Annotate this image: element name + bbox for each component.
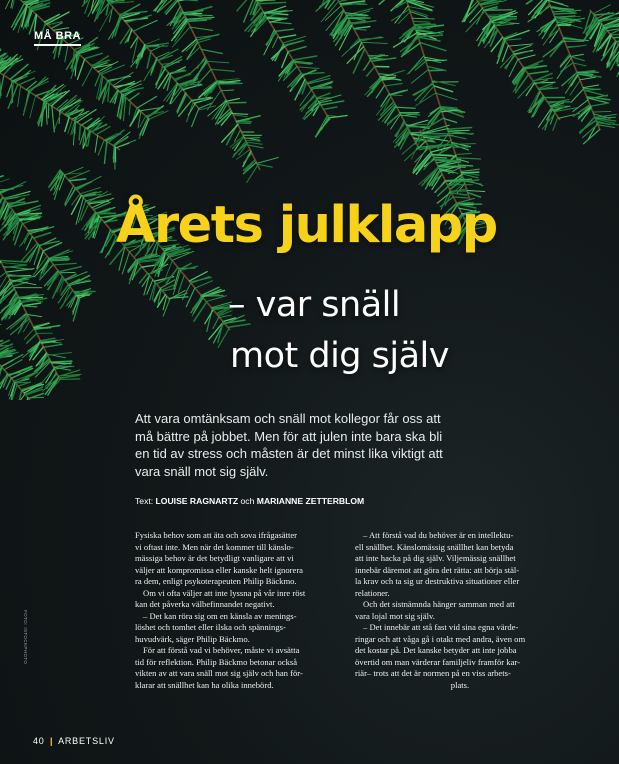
- ingress-line: vara snäll mot sig själv.: [135, 463, 269, 479]
- body-line: att inte hacka på dig själv. Viljemässig snällhet: [355, 553, 516, 563]
- body-line: relationer.: [355, 587, 390, 598]
- body-column-right: [355, 530, 565, 691]
- footer-separator: |: [49, 736, 54, 746]
- section-tag: MÅ BRA: [34, 30, 81, 46]
- body-line: tid för reflektion. Philip Bäckmo betonar också: [135, 656, 298, 667]
- body-line: innebär däremot att göra det rätta: att börja stäl-: [355, 564, 520, 575]
- ingress: [135, 410, 495, 480]
- magazine-name: ARBETSLIV: [58, 736, 115, 746]
- photo-credit: FOTO: ISTOCKPHOTO: [23, 610, 28, 665]
- ingress-line: må bättre på jobbet. Men för att julen inte bara ska bli: [135, 428, 443, 444]
- page-number: 40: [33, 736, 45, 746]
- page-footer: [33, 736, 115, 746]
- body-line: ra dem, enligt psykoterapeuten Philip Bäckmo.: [135, 576, 297, 586]
- body-line: löshet och tomhet eller ilska och spännings-: [135, 622, 286, 632]
- body-line: vara lojal mot sig själv.: [355, 610, 435, 621]
- body-line: Och det sistnämnda hänger samman med att: [363, 599, 515, 609]
- body-line: – Det innebär att stå fast vid sina egna värde-: [363, 622, 519, 632]
- body-line: huvudvärk, säger Philip Bäckmo.: [135, 633, 250, 644]
- body-line: Om vi ofta väljer att inte lyssna på vår inre röst: [143, 587, 306, 598]
- fir-branch: [379, 0, 485, 200]
- body-line: riär– trots att det är normen på en viss arbets-: [355, 668, 511, 678]
- headline-title: Årets julklapp: [116, 196, 497, 255]
- subtitle-line: – var snäll: [228, 285, 401, 325]
- byline-joiner: och: [238, 496, 257, 506]
- body-line: ell snällhet. Känslomässig snällhet kan betyda: [355, 541, 514, 552]
- body-line: plats.: [450, 679, 470, 690]
- byline-author: LOUISE RAGNARTZ: [155, 496, 239, 506]
- body-line: kan det påverka välbefinnandet negativt.: [135, 599, 275, 609]
- body-line: För att förstå vad vi behöver, måste vi avsätta: [143, 645, 300, 655]
- body-line: det kostar på. Det kanske betyder att inte jobba: [355, 645, 517, 655]
- byline-author: MARIANNE ZETTERBLOM: [256, 496, 365, 506]
- body-line: la krav och ta sig ur destruktiva situationer eller: [355, 576, 520, 586]
- subtitle-line: mot dig själv: [230, 336, 449, 376]
- body-line: – Att förstå vad du behöver är en intellektu-: [363, 530, 514, 540]
- body-line: övertid om man värderar familjeliv framför kar-: [355, 656, 520, 667]
- ingress-line: Att vara omtänksam och snäll mot kollegor får oss att: [135, 411, 441, 426]
- body-line: ringar och att våga gå i otakt med andra, även om: [355, 633, 526, 644]
- body-line: vi oftast inte. Men när det kommer till känslo-: [135, 541, 294, 552]
- body-line: klarar att snällhet kan ha olika innebörd.: [135, 679, 274, 690]
- body-line: vikten av att vara snäll mot sig själv och han för-: [135, 668, 303, 678]
- byline-prefix: Text:: [135, 496, 156, 506]
- body-line: – Det kan röra sig om en känsla av menings-: [143, 610, 297, 621]
- fir-branch: [237, 0, 347, 137]
- headline-subtitle: [228, 280, 449, 382]
- body-line: väljer att kompromissa eller kanske helt ignorera: [135, 564, 303, 575]
- body-line: Fysiska behov som att äta och sova ifrågasätter: [135, 530, 298, 540]
- byline: [135, 496, 364, 506]
- ingress-line: en tid av stress och måsten är det minst lika viktigt att: [135, 446, 443, 461]
- body-line: mässiga behov är det betydligt vanligare att vi: [135, 553, 294, 563]
- body-column-left: [135, 530, 345, 691]
